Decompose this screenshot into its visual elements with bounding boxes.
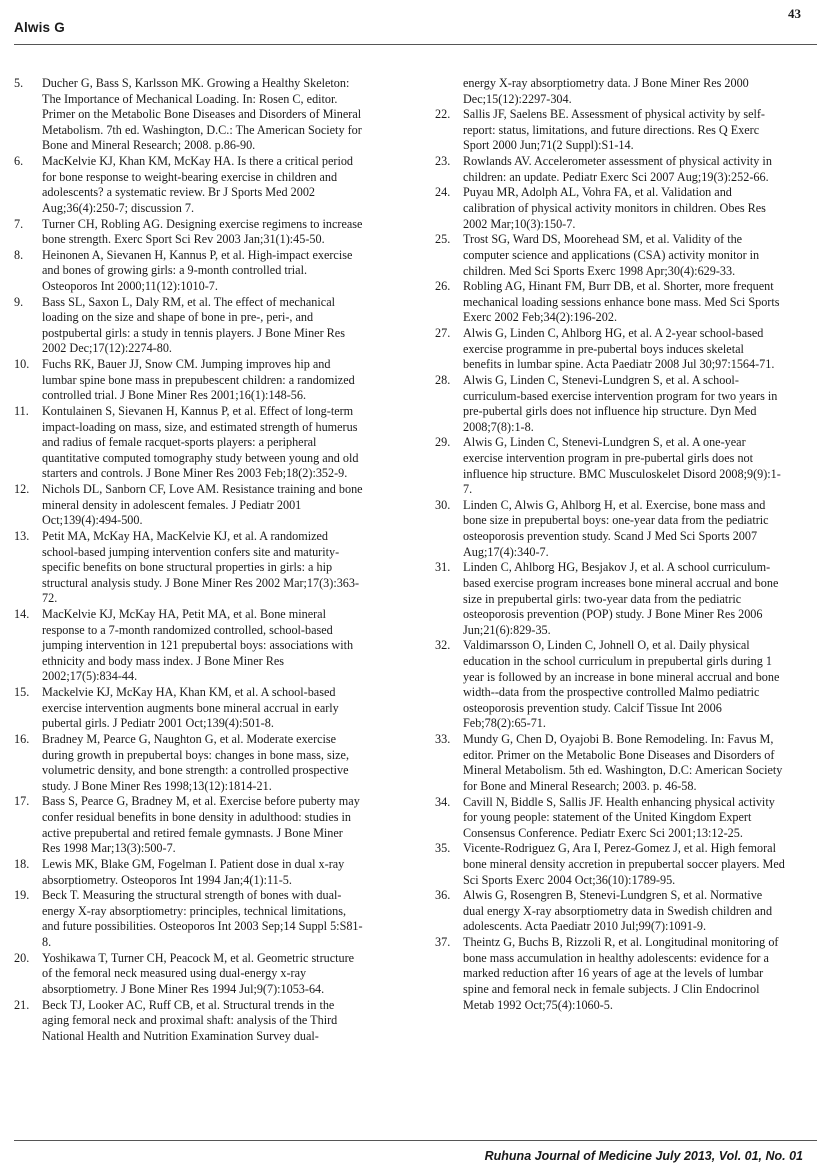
reference-number: 20. (14, 950, 30, 965)
reference-number: 21. (14, 997, 30, 1012)
reference-item (435, 373, 785, 435)
running-header-author: Alwis G (14, 20, 65, 35)
reference-text: Rowlands AV. Accelerometer assessment of physical activity in children: an update. Pediatr Exerc Sci 2007 Aug;19(3):252-66. (463, 154, 772, 184)
reference-number: 31. (435, 560, 451, 575)
reference-item (435, 279, 785, 326)
reference-item (14, 217, 364, 248)
reference-number: 34. (435, 794, 451, 809)
reference-number: 18. (14, 856, 30, 871)
reference-number: 33. (435, 732, 451, 747)
reference-text: Mackelvie KJ, McKay HA, Khan KM, et al. A school-based exercise intervention augments bone mineral accrual in early pubertal girls. J Pediatr 2001 Oct;139(4):501-8. (42, 685, 339, 731)
reference-number: 32. (435, 638, 451, 653)
reference-item (435, 560, 785, 638)
reference-item (14, 888, 364, 950)
reference-text: Theintz G, Buchs B, Rizzoli R, et al. Longitudinal monitoring of bone mass accumulation in healthy adolescents: evidence for a marked reduction after 16 years of age at the levels of lumbar spine and femoral neck in female subjects. J Clin Endocrinol Metab 1992 Oct;75(4):1060-5. (463, 935, 779, 1012)
reference-text: Trost SG, Ward DS, Moorehead SM, et al. Validity of the computer science and applications (CSA) activity monitor in children. Med Sci Sports Exerc 1998 Apr;30(4):629-33. (463, 232, 760, 278)
reference-item (14, 357, 364, 404)
reference-item (14, 998, 364, 1045)
reference-item (435, 732, 785, 794)
reference-text: Puyau MR, Adolph AL, Vohra FA, et al. Validation and calibration of physical activity monitors in children. Obes Res 2002 Mar;10(3):150-7. (463, 185, 766, 231)
reference-text: Linden C, Ahlborg HG, Besjakov J, et al. A school curriculum-based exercise program increases bone mineral accrual and bone size in prepubertal girls: two-year data from the pediatric osteoporosis prevention (POP) study. J Bone Miner Res 2006 Jun;21(6):829-35. (463, 560, 779, 637)
reference-text: Turner CH, Robling AG. Designing exercise regimens to increase bone strength. Exerc Sport Sci Rev 2003 Jan;31(1):45-50. (42, 216, 363, 247)
reference-number: 9. (14, 294, 24, 309)
reference-text: Alwis G, Linden C, Stenevi-Lundgren S, et al. A one-year exercise intervention program in pre-pubertal girls does not influence hip structure. BMC Musculoskelet Disord 2008;9(9):1-7. (463, 435, 781, 497)
reference-text: Valdimarsson O, Linden C, Johnell O, et al. Daily physical education in the school curriculum in prepubertal girls during 1 year is followed by an increase in bone mineral accrual and bone width--data from the prospective controlled Malmo pediatric osteoporosis prevention study. Calcif Tissue Int 2006 Feb;78(2):65-71. (463, 638, 780, 731)
reference-text: Alwis G, Rosengren B, Stenevi-Lundgren S, et al. Normative dual energy X-ray absorptiometry data in Swedish children and adolescents. Acta Paediatr 2010 Jul;99(7):1091-9. (463, 888, 773, 934)
reference-item (435, 795, 785, 842)
reference-number: 17. (14, 794, 30, 809)
reference-text: Mundy G, Chen D, Oyajobi B. Bone Remodeling. In: Favus M, editor. Primer on the Metabolic Bone Diseases and Disorders of Mineral Metabolism. 5th ed. Washington, D.C: American Society for Bone and Mineral Research; 2003. p. 46-58. (463, 732, 783, 793)
reference-number: 29. (435, 435, 451, 450)
reference-number: 13. (14, 528, 30, 543)
reference-item (435, 935, 785, 1013)
reference-item (14, 794, 364, 856)
reference-item (14, 295, 364, 357)
reference-item (14, 732, 364, 794)
reference-number: 10. (14, 357, 30, 372)
reference-item (14, 482, 364, 529)
reference-number: 6. (14, 154, 24, 169)
reference-number: 35. (435, 841, 451, 856)
reference-item (435, 435, 785, 497)
reference-item (435, 154, 785, 185)
reference-item (14, 607, 364, 685)
reference-number: 14. (14, 607, 30, 622)
reference-text: Linden C, Alwis G, Ahlborg H, et al. Exercise, bone mass and bone size in prepubertal boys: one-year data from the pediatric osteoporosis prevention study. Scand J Med Sci Sports 2007 Aug;17(4):340-7. (463, 497, 769, 559)
reference-text: Yoshikawa T, Turner CH, Peacock M, et al. Geometric structure of the femoral neck measured using dual-energy x-ray absorptiometry. J Bone Miner Res 1994 Jul;9(7):1053-64. (42, 950, 355, 996)
reference-number: 37. (435, 935, 451, 950)
reference-item (14, 154, 364, 216)
reference-number: 22. (435, 107, 451, 122)
reference-item (14, 529, 364, 607)
reference-number: 30. (435, 497, 451, 512)
reference-text: Petit MA, McKay HA, MacKelvie KJ, et al. A randomized school-based jumping intervention confers site and maturity-specific benefits on bone structural properties in girls: a hip structural analysis study. J Bone Miner Res 2002 Mar;17(3):363-72. (42, 528, 360, 606)
reference-text: Beck T. Measuring the structural strength of bones with dual-energy X-ray absorptiometry: principles, technical limitations, and future possibilities. Osteoporos Int 2003 Sep;14 Suppl 5:S81-8. (42, 888, 363, 949)
reference-number: 16. (14, 731, 30, 746)
reference-number: 5. (14, 76, 24, 90)
page-number: 43 (788, 6, 801, 21)
header-divider (14, 44, 817, 45)
reference-number: 11. (14, 404, 29, 419)
reference-item (435, 498, 785, 560)
reference-text: Robling AG, Hinant FM, Burr DB, et al. Shorter, more frequent mechanical loading sessions enhance bone mass. Med Sci Sports Exerc 2002 Feb;34(2):196-202. (463, 279, 780, 325)
reference-number: 15. (14, 685, 30, 700)
reference-text: Alwis G, Linden C, Ahlborg HG, et al. A 2-year school-based exercise programme in pre-pubertal boys induces skeletal benefits in lumbar spine. Acta Paediatr 2008 Jul 30;97:1564-71. (463, 326, 775, 372)
reference-item (435, 841, 785, 888)
reference-number: 12. (14, 482, 30, 497)
reference-item (435, 185, 785, 232)
reference-text: Fuchs RK, Bauer JJ, Snow CM. Jumping improves hip and lumbar spine bone mass in prepubescent children: a randomized controlled trial. J Bone Miner Res 2001;16(1):148-56. (42, 357, 355, 403)
reference-text: Lewis MK, Blake GM, Fogelman I. Patient dose in dual x-ray absorptiometry. Osteoporos Int 1994 Jan;4(1):11-5. (42, 856, 345, 887)
reference-item (435, 638, 785, 732)
reference-number: 19. (14, 888, 30, 903)
reference-text: Bass S, Pearce G, Bradney M, et al. Exercise before puberty may confer residual benefits in bone density in adulthood: studies in active prepubertal and retired female gymnasts. J Bone Miner Res 1998 Mar;13(3):500-7. (42, 794, 360, 856)
references-column-left (14, 76, 364, 1044)
reference-number: 24. (435, 185, 451, 200)
reference-number: 25. (435, 232, 451, 247)
reference-text: Bradney M, Pearce G, Naughton G, et al. Moderate exercise during growth in prepubertal boys: changes in bone mass, size, volumetric density, and bone strength: a controlled prospective study. J Bone Miner Res 1998;13(12):1814-21. (42, 731, 349, 793)
reference-number: 7. (14, 216, 24, 231)
reference-text: Nichols DL, Sanborn CF, Love AM. Resistance training and bone mineral density in adolescent females. J Pediatr 2001 Oct;139(4):494-500. (42, 482, 363, 528)
references-column-right (435, 76, 785, 1013)
reference-item (435, 76, 785, 107)
reference-item (14, 685, 364, 732)
reference-item (435, 232, 785, 279)
reference-number: 23. (435, 154, 451, 169)
reference-item (435, 326, 785, 373)
reference-text: Bass SL, Saxon L, Daly RM, et al. The effect of mechanical loading on the size and shape of bone in pre-, peri-, and postpubertal girls: a study in tennis players. J Bone Miner Res 2002 Dec;17(12):2274-80. (42, 294, 345, 356)
reference-item (14, 404, 364, 482)
reference-item (14, 951, 364, 998)
reference-number: 36. (435, 888, 451, 903)
reference-text: MacKelvie KJ, McKay HA, Petit MA, et al. Bone mineral response to a 7-month randomized controlled, school-based jumping intervention in 121 prepubertal boys: associations with ethnicity and body mass index. J Bone Miner Res 2002;17(5):834-44. (42, 607, 354, 684)
reference-item (435, 107, 785, 154)
reference-text: energy X-ray absorptiometry data. J Bone Miner Res 2000 Dec;15(12):2297-304. (463, 76, 749, 106)
reference-text: Ducher G, Bass S, Karlsson MK. Growing a Healthy Skeleton: The Importance of Mechanical Loading. In: Rosen C, editor. Primer on the Metabolic Bone Diseases and Disorders of Mineral Metabolism. 7th ed. Washington, D.C.: The American Society for Bone and Mineral Research; 2008. p.86-90. (42, 76, 362, 153)
reference-number: 26. (435, 279, 451, 294)
journal-footer: Ruhuna Journal of Medicine July 2013, Vol. 01, No. 01 (484, 1149, 803, 1163)
reference-text: Kontulainen S, Sievanen H, Kannus P, et al. Effect of long-term impact-loading on mass, size, and estimated strength of humerus and radius of female racquet-sports players: a peripheral quantitative computed tomography study between young and old starters and controls. J Bone Miner Res 2003 Feb;18(2):352-9. (42, 404, 359, 481)
reference-item (435, 888, 785, 935)
reference-text: Beck TJ, Looker AC, Ruff CB, et al. Structural trends in the aging femoral neck and proximal shaft: analysis of the Third National Health and Nutrition Examination Survey dual- (42, 997, 338, 1043)
reference-text: Sallis JF, Saelens BE. Assessment of physical activity by self-report: status, limitations, and future directions. Res Q Exerc Sport 2000 Jun;71(2 Suppl):S1-14. (463, 107, 765, 153)
reference-number: 27. (435, 326, 451, 341)
reference-item (14, 248, 364, 295)
footer-divider (14, 1140, 817, 1141)
reference-text: Cavill N, Biddle S, Sallis JF. Health enhancing physical activity for young people: statement of the United Kingdom Expert Consensus Conference. Pediatr Exerc Sci 2001;13:12-25. (463, 794, 775, 840)
reference-item (14, 857, 364, 888)
reference-text: MacKelvie KJ, Khan KM, McKay HA. Is there a critical period for bone response to weight-bearing exercise in children and adolescents? a systematic review. Br J Sports Med 2002 Aug;36(4):250-7; discussion 7. (42, 154, 354, 215)
reference-text: Alwis G, Linden C, Stenevi-Lundgren S, et al. A school-curriculum-based exercise intervention program for two years in pre-pubertal girls does not influence hip structure. Dyn Med 2008;7(8):1-8. (463, 372, 778, 434)
reference-number: 28. (435, 372, 451, 387)
reference-item (14, 76, 364, 154)
reference-text: Heinonen A, Sievanen H, Kannus P, et al. High-impact exercise and bones of growing girls: a 9-month controlled trial. Osteoporos Int 2000;11(12):1010-7. (42, 247, 353, 293)
reference-number: 8. (14, 247, 24, 262)
reference-text: Vicente-Rodriguez G, Ara I, Perez-Gomez J, et al. High femoral bone mineral density accretion in prepubertal soccer players. Med Sci Sports Exerc 2004 Oct;36(10):1789-95. (463, 841, 785, 887)
